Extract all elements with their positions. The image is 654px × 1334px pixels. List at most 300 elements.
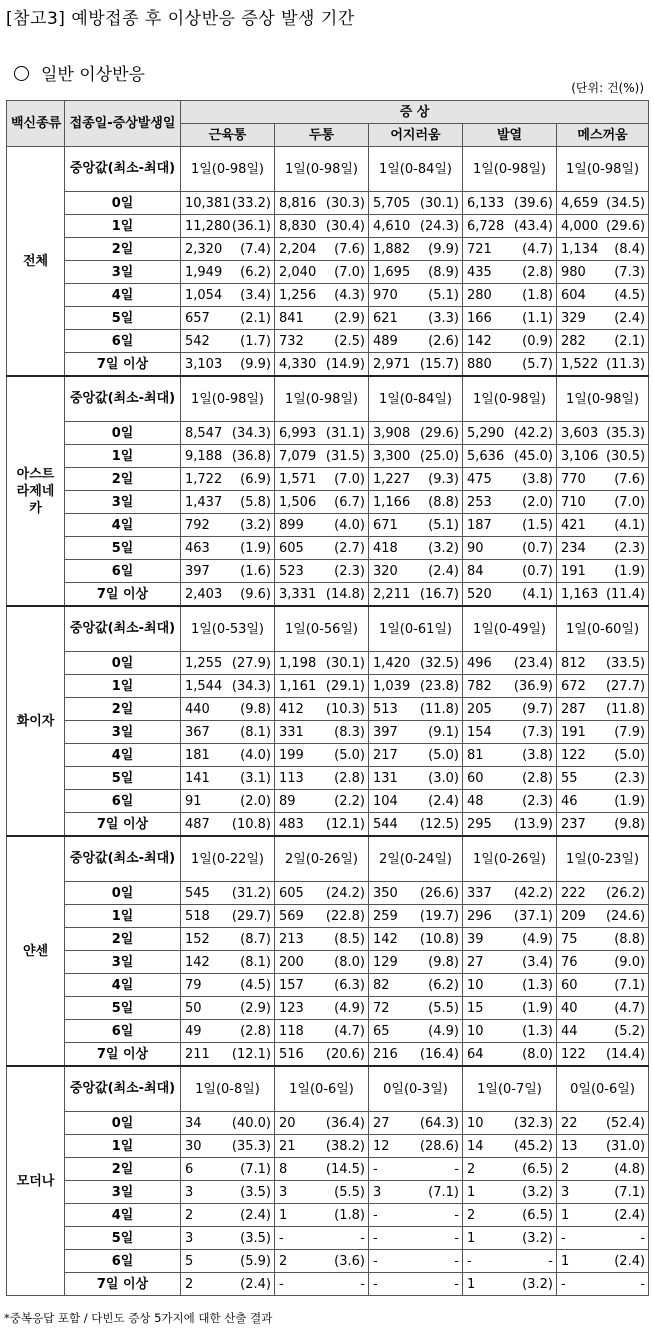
count-value: 154 <box>467 724 492 740</box>
count-value: 513 <box>373 701 398 717</box>
count-value: - <box>373 1207 378 1223</box>
median-value: 1일(0-61일) <box>369 606 463 652</box>
count-value: - <box>373 1276 378 1292</box>
percent-value: (2.4) <box>614 1253 646 1269</box>
percent-value: (5.7) <box>522 356 553 372</box>
percent-value: (14.5) <box>325 1161 365 1177</box>
count-value: 5,290 <box>467 425 505 441</box>
data-cell <box>181 445 275 468</box>
table-row <box>7 813 649 837</box>
count-value: 2,403 <box>185 586 223 602</box>
percent-value: (1.9) <box>240 540 271 556</box>
percent-value: (30.4) <box>325 218 365 234</box>
percent-value: (10.8) <box>419 931 459 947</box>
data-cell <box>369 1204 463 1227</box>
data-cell <box>275 1204 369 1227</box>
percent-value: (4.3) <box>334 287 365 303</box>
day-label: 4일 <box>65 284 181 307</box>
percent-value: (11.8) <box>605 701 646 717</box>
data-cell <box>557 1181 649 1204</box>
count-value: 657 <box>185 310 210 326</box>
count-value: 40 <box>561 1000 578 1016</box>
count-value: 1,949 <box>185 264 223 280</box>
percent-value: (2.4) <box>428 563 459 579</box>
median-value: 1일(0-98일) <box>275 147 369 192</box>
percent-value: (7.0) <box>614 494 646 510</box>
data-cell <box>557 353 649 377</box>
data-cell <box>369 560 463 583</box>
percent-value: (5.0) <box>614 747 646 763</box>
data-cell <box>463 1273 557 1296</box>
data-cell <box>557 307 649 330</box>
data-cell <box>275 675 369 698</box>
data-cell <box>369 330 463 353</box>
day-label: 2일 <box>65 238 181 261</box>
count-value: 213 <box>279 931 304 947</box>
data-cell <box>369 284 463 307</box>
percent-value: (31.5) <box>325 448 365 464</box>
count-value: 605 <box>279 540 304 556</box>
data-cell <box>369 261 463 284</box>
count-value: 1 <box>467 1184 476 1200</box>
count-value: 5,705 <box>373 195 411 211</box>
count-value: 2,320 <box>185 241 223 257</box>
count-value: 2,040 <box>279 264 317 280</box>
count-value: 13 <box>561 1138 578 1154</box>
percent-value: (6.7) <box>334 494 365 510</box>
vaccine-name: 얀센 <box>7 836 65 1066</box>
percent-value: (7.6) <box>334 241 365 257</box>
count-value: 60 <box>561 977 578 993</box>
percent-value: (2.9) <box>334 310 365 326</box>
data-cell <box>181 744 275 767</box>
adverse-reaction-table <box>6 100 649 1296</box>
data-cell <box>557 284 649 307</box>
count-value: 1,522 <box>561 356 599 372</box>
count-value: 732 <box>279 333 304 349</box>
percent-value: (6.3) <box>334 977 365 993</box>
count-value: 1,161 <box>279 678 317 694</box>
percent-value: (2.4) <box>614 1207 646 1223</box>
data-cell <box>369 583 463 607</box>
day-label: 7일 이상 <box>65 1273 181 1296</box>
data-cell <box>181 1227 275 1250</box>
data-cell <box>463 468 557 491</box>
data-cell <box>369 951 463 974</box>
count-value: 721 <box>467 241 492 257</box>
count-value: 1 <box>467 1230 476 1246</box>
data-cell <box>369 652 463 675</box>
count-value: 90 <box>467 540 484 556</box>
percent-value: (35.3) <box>605 425 646 441</box>
count-value: 60 <box>467 770 484 786</box>
day-label: 7일 이상 <box>65 353 181 377</box>
count-value: 3 <box>279 1184 288 1200</box>
percent-value: (29.7) <box>231 908 271 924</box>
percent-value: (8.8) <box>614 931 646 947</box>
count-value: 970 <box>373 287 398 303</box>
percent-value: (27.7) <box>605 678 646 694</box>
count-value: 48 <box>467 793 484 809</box>
count-value: 200 <box>279 954 304 970</box>
data-cell <box>369 997 463 1020</box>
count-value: 841 <box>279 310 304 326</box>
count-value: - <box>279 1276 284 1292</box>
count-value: 181 <box>185 747 210 763</box>
percent-value: - <box>360 1230 365 1246</box>
data-cell <box>463 583 557 607</box>
percent-value: (5.1) <box>428 517 459 533</box>
count-value: 11,280 <box>185 218 231 234</box>
table-row <box>7 514 649 537</box>
data-cell <box>369 1020 463 1043</box>
percent-value: (5.2) <box>614 1023 646 1039</box>
percent-value: (11.8) <box>419 701 459 717</box>
data-cell <box>557 652 649 675</box>
data-cell <box>557 1112 649 1135</box>
data-cell <box>557 974 649 997</box>
table-row <box>7 698 649 721</box>
median-value: 0일(0-6일) <box>557 1066 649 1112</box>
count-value: 2,971 <box>373 356 411 372</box>
percent-value: (0.7) <box>522 563 553 579</box>
percent-value: (1.3) <box>522 977 553 993</box>
count-value: 27 <box>467 954 484 970</box>
data-cell <box>181 215 275 238</box>
percent-value: (2.0) <box>522 494 553 510</box>
percent-value: (29.1) <box>325 678 365 694</box>
count-value: 55 <box>561 770 578 786</box>
data-cell <box>369 675 463 698</box>
median-value: 1일(0-6일) <box>275 1066 369 1112</box>
percent-value: (3.5) <box>240 1184 271 1200</box>
data-cell <box>181 928 275 951</box>
percent-value: (36.9) <box>513 678 553 694</box>
percent-value: (36.8) <box>231 448 271 464</box>
count-value: 8,547 <box>185 425 223 441</box>
percent-value: (34.3) <box>231 678 271 694</box>
percent-value: (20.6) <box>325 1046 365 1062</box>
count-value: - <box>561 1230 566 1246</box>
table-row <box>7 1227 649 1250</box>
day-label: 7일 이상 <box>65 583 181 607</box>
table-row <box>7 1112 649 1135</box>
data-cell <box>275 514 369 537</box>
count-value: 8,816 <box>279 195 317 211</box>
header-symptom: 근육통 <box>181 124 275 147</box>
data-cell <box>557 813 649 837</box>
data-cell <box>181 1273 275 1296</box>
percent-value: (32.5) <box>419 655 459 671</box>
count-value: 79 <box>185 977 202 993</box>
data-cell <box>369 422 463 445</box>
data-cell <box>369 491 463 514</box>
count-value: 770 <box>561 471 586 487</box>
percent-value: (35.3) <box>231 1138 271 1154</box>
data-cell <box>181 721 275 744</box>
data-cell <box>275 238 369 261</box>
data-cell <box>275 744 369 767</box>
data-cell <box>275 261 369 284</box>
day-label: 3일 <box>65 1181 181 1204</box>
data-cell <box>369 1227 463 1250</box>
percent-value: (11.4) <box>605 586 646 602</box>
table-row <box>7 422 649 445</box>
day-label: 5일 <box>65 307 181 330</box>
count-value: - <box>279 1230 284 1246</box>
data-cell <box>557 422 649 445</box>
count-value: 7,079 <box>279 448 317 464</box>
percent-value: (1.9) <box>522 1000 553 1016</box>
percent-value: (2.3) <box>334 563 365 579</box>
percent-value: (31.1) <box>325 425 365 441</box>
table-row <box>7 1204 649 1227</box>
count-value: 710 <box>561 494 586 510</box>
percent-value: (4.1) <box>522 586 553 602</box>
count-value: 142 <box>467 333 492 349</box>
count-value: 483 <box>279 816 304 832</box>
data-cell <box>463 537 557 560</box>
percent-value: (7.1) <box>240 1161 271 1177</box>
percent-value: (9.7) <box>522 701 553 717</box>
count-value: 122 <box>561 1046 586 1062</box>
count-value: 1 <box>561 1253 570 1269</box>
data-cell <box>275 1135 369 1158</box>
data-cell <box>275 721 369 744</box>
percent-value: (6.5) <box>522 1207 553 1223</box>
header-vaccine-type: 백신종류 <box>7 101 65 147</box>
count-value: 296 <box>467 908 492 924</box>
count-value: 418 <box>373 540 398 556</box>
count-value: 118 <box>279 1023 304 1039</box>
data-cell <box>275 1158 369 1181</box>
data-cell <box>275 422 369 445</box>
count-value: - <box>373 1161 378 1177</box>
data-cell <box>369 468 463 491</box>
data-cell <box>181 974 275 997</box>
count-value: 89 <box>279 793 296 809</box>
median-label: 중앙값(최소-최대) <box>65 376 181 422</box>
percent-value: (2.8) <box>334 770 365 786</box>
percent-value: (23.8) <box>419 678 459 694</box>
data-cell <box>275 1020 369 1043</box>
count-value: 367 <box>185 724 210 740</box>
header-symptom: 어지러움 <box>369 124 463 147</box>
data-cell <box>557 537 649 560</box>
count-value: 216 <box>373 1046 398 1062</box>
section-title-text: 일반 이상반응 <box>41 65 145 85</box>
table-row <box>7 491 649 514</box>
percent-value: (5.9) <box>240 1253 271 1269</box>
count-value: 123 <box>279 1000 304 1016</box>
percent-value: (8.0) <box>334 954 365 970</box>
median-value: 0일(0-3일) <box>369 1066 463 1112</box>
percent-value: (52.4) <box>605 1115 646 1131</box>
data-cell <box>463 1020 557 1043</box>
data-cell <box>181 468 275 491</box>
percent-value: (45.0) <box>513 448 553 464</box>
data-cell <box>557 1227 649 1250</box>
table-row <box>7 652 649 675</box>
percent-value: (3.3) <box>428 310 459 326</box>
count-value: 2,204 <box>279 241 317 257</box>
data-cell <box>181 1204 275 1227</box>
data-cell <box>369 192 463 215</box>
data-cell <box>463 1043 557 1067</box>
data-cell <box>463 1181 557 1204</box>
data-cell <box>181 514 275 537</box>
table-row <box>7 882 649 905</box>
percent-value: (31.0) <box>605 1138 646 1154</box>
data-cell <box>557 1020 649 1043</box>
percent-value: (9.9) <box>428 241 459 257</box>
vaccine-name: 아스트라제네카 <box>7 376 65 606</box>
percent-value: (2.4) <box>240 1207 271 1223</box>
data-cell <box>181 353 275 377</box>
median-value: 1일(0-22일) <box>181 836 275 882</box>
percent-value: (6.2) <box>240 264 271 280</box>
percent-value: (1.5) <box>522 517 553 533</box>
count-value: 157 <box>279 977 304 993</box>
data-cell <box>463 1250 557 1273</box>
percent-value: - <box>454 1230 459 1246</box>
data-cell <box>275 905 369 928</box>
percent-value: (2.3) <box>614 540 646 556</box>
data-cell <box>463 698 557 721</box>
data-cell <box>275 1273 369 1296</box>
count-value: 3 <box>185 1184 194 1200</box>
median-value: 1일(0-98일) <box>463 376 557 422</box>
count-value: 104 <box>373 793 398 809</box>
data-cell <box>557 997 649 1020</box>
data-cell <box>463 261 557 284</box>
data-cell <box>181 1043 275 1067</box>
count-value: 76 <box>561 954 578 970</box>
data-cell <box>557 1204 649 1227</box>
percent-value: (1.6) <box>240 563 271 579</box>
data-cell <box>369 974 463 997</box>
percent-value: (3.6) <box>334 1253 365 1269</box>
day-label: 7일 이상 <box>65 1043 181 1067</box>
day-label: 6일 <box>65 790 181 813</box>
percent-value: (2.6) <box>428 333 459 349</box>
table-row <box>7 1020 649 1043</box>
table-row <box>7 215 649 238</box>
percent-value: (3.2) <box>428 540 459 556</box>
count-value: 518 <box>185 908 210 924</box>
data-cell <box>463 445 557 468</box>
count-value: 6,133 <box>467 195 505 211</box>
percent-value: (36.4) <box>325 1115 365 1131</box>
count-value: 1,256 <box>279 287 317 303</box>
data-cell <box>181 1135 275 1158</box>
count-value: 39 <box>467 931 484 947</box>
table-row <box>7 238 649 261</box>
count-value: 131 <box>373 770 398 786</box>
count-value: 520 <box>467 586 492 602</box>
data-cell <box>181 675 275 698</box>
data-cell <box>557 514 649 537</box>
percent-value: (3.5) <box>240 1230 271 1246</box>
median-value: 1일(0-98일) <box>275 376 369 422</box>
median-value: 1일(0-56일) <box>275 606 369 652</box>
count-value: 2 <box>467 1161 476 1177</box>
median-value: 1일(0-98일) <box>463 147 557 192</box>
data-cell <box>275 813 369 837</box>
data-cell <box>557 767 649 790</box>
percent-value: - <box>454 1207 459 1223</box>
data-cell <box>557 1158 649 1181</box>
percent-value: (37.1) <box>513 908 553 924</box>
data-cell <box>463 560 557 583</box>
percent-value: (1.7) <box>240 333 271 349</box>
count-value: 1,255 <box>185 655 223 671</box>
data-cell <box>181 261 275 284</box>
count-value: 604 <box>561 287 586 303</box>
data-cell <box>463 675 557 698</box>
percent-value: (26.6) <box>419 885 459 901</box>
count-value: 463 <box>185 540 210 556</box>
day-label: 4일 <box>65 514 181 537</box>
table-row <box>7 836 649 882</box>
table-row <box>7 1181 649 1204</box>
data-cell <box>181 1020 275 1043</box>
header-symptom-group: 증 상 <box>181 101 649 124</box>
day-label: 0일 <box>65 652 181 675</box>
table-row <box>7 583 649 607</box>
day-label: 1일 <box>65 1135 181 1158</box>
percent-value: (8.3) <box>334 724 365 740</box>
count-value: 222 <box>561 885 586 901</box>
count-value: 6,728 <box>467 218 505 234</box>
percent-value: (33.2) <box>231 195 271 211</box>
data-cell <box>369 721 463 744</box>
count-value: 1 <box>467 1276 476 1292</box>
count-value: 287 <box>561 701 586 717</box>
percent-value: (2.8) <box>240 1023 271 1039</box>
percent-value: (3.8) <box>522 471 553 487</box>
data-cell <box>463 974 557 997</box>
day-label: 3일 <box>65 721 181 744</box>
data-cell <box>275 790 369 813</box>
table-row <box>7 974 649 997</box>
count-value: 217 <box>373 747 398 763</box>
percent-value: (3.1) <box>240 770 271 786</box>
data-cell <box>181 813 275 837</box>
page-title: [참고3] 예방접종 후 이상반응 증상 발생 기간 <box>6 9 355 29</box>
percent-value: (5.5) <box>428 1000 459 1016</box>
data-cell <box>557 790 649 813</box>
percent-value: (1.9) <box>614 563 646 579</box>
percent-value: (1.3) <box>522 1023 553 1039</box>
percent-value: (7.3) <box>522 724 553 740</box>
count-value: 187 <box>467 517 492 533</box>
percent-value: (9.8) <box>240 701 271 717</box>
percent-value: (38.2) <box>325 1138 365 1154</box>
day-label: 1일 <box>65 445 181 468</box>
count-value: 331 <box>279 724 304 740</box>
percent-value: (22.8) <box>325 908 365 924</box>
count-value: 397 <box>373 724 398 740</box>
percent-value: (2.0) <box>240 793 271 809</box>
data-cell <box>275 307 369 330</box>
count-value: 792 <box>185 517 210 533</box>
day-label: 0일 <box>65 882 181 905</box>
count-value: 421 <box>561 517 586 533</box>
data-cell <box>275 560 369 583</box>
data-cell <box>369 928 463 951</box>
data-cell <box>181 1112 275 1135</box>
